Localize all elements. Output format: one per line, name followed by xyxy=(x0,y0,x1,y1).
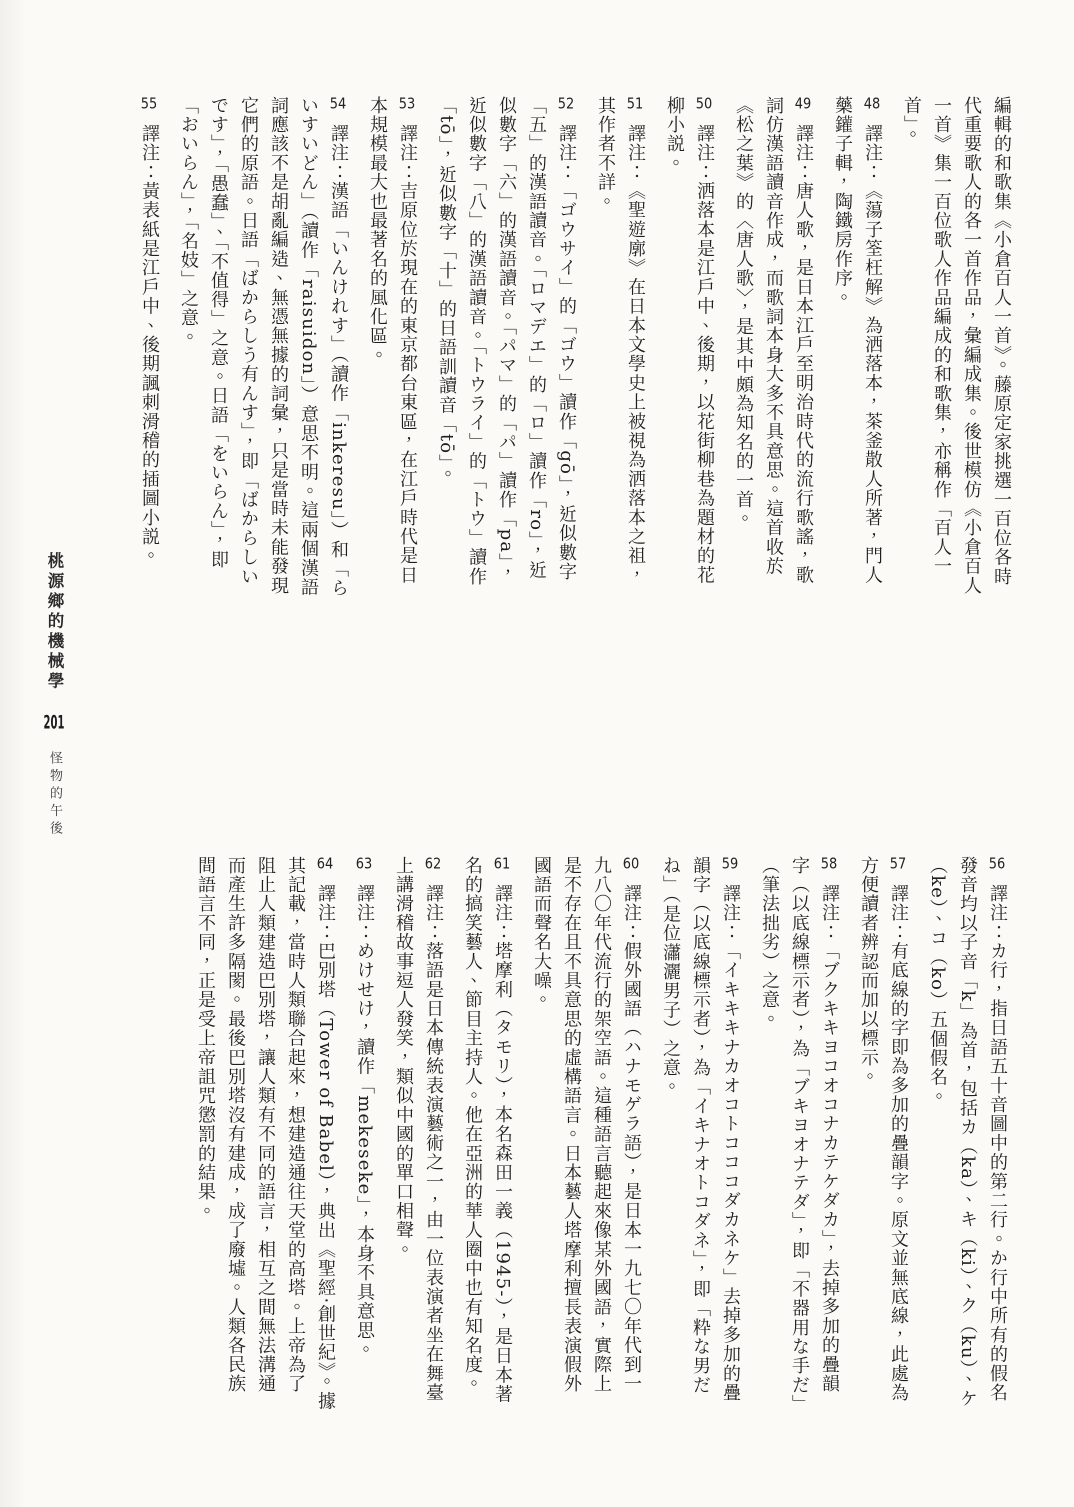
note-62-text: 譯注：落語是日本傳統表演藝術之一，由一位表演者坐在舞臺上講滑稽故事逗人發笑，類似中國的單口相聲。 xyxy=(393,856,444,1403)
note-55 xyxy=(134,96,164,598)
note-61-text: 譯注：塔摩利（タモリ），本名森田一義（1945-），是日本著名的搞笑藝人、節目主持人。他在亞洲的華人圈中也有知名度。 xyxy=(462,856,513,1404)
note-50-number: 50 xyxy=(695,96,713,111)
note-64-number: 64 xyxy=(316,856,334,871)
running-footer xyxy=(44,552,63,839)
note-47-continuation xyxy=(896,96,1016,598)
note-54-text: 譯注：漢語「いんけれす」（讀作「inkeresu」）和「らいすいどん」（讀作「raisuidon」）意思不明。這兩個漢語詞應該不是胡亂編造、無憑無據的詞彙，只是當時未能發現它們的原語。日語「ばからしう有んす」，即「ばからしいです」，「愚蠢」、「不值得」之意。日語「をいらん」，即「おいらん」，「名妓」之意。 xyxy=(178,96,349,598)
notes-band-bottom xyxy=(190,856,1012,1412)
note-63-number: 63 xyxy=(355,856,373,871)
note-53-text: 譯注：吉原位於現在的東京都台東區，在江戶時代是日本規模最大也最著名的風化區。 xyxy=(367,96,418,585)
note-52-number: 52 xyxy=(557,96,575,111)
note-48 xyxy=(827,96,887,598)
note-48-text: 譯注：《蕩子筌枉解》為洒落本，茶釜散人所著，門人藥鑵子輯，陶鐵房作序。 xyxy=(832,96,883,585)
note-61-number: 61 xyxy=(493,856,511,871)
note-56-number: 56 xyxy=(988,856,1006,871)
note-57-text: 譯注：有底線的字即為多加的疊韻字。原文並無底線，此處為方便讀者辨認而加以標示。 xyxy=(858,856,909,1403)
note-62 xyxy=(388,856,448,1412)
note-49-text: 譯注：唐人歌，是日本江戶至明治時代的流行歌謠，歌詞仿漢語讀音作成，而歌詞本身大多不具意思。這首收於《松之葉》的〈唐人歌〉，是其中頗為知名的一首。 xyxy=(733,96,814,585)
book-title: 桃源鄉的機械學 xyxy=(45,552,64,692)
note-58-number: 58 xyxy=(820,856,838,871)
note-61 xyxy=(457,856,517,1412)
note-51 xyxy=(590,96,650,598)
note-63-text: 譯注：めけせけ，讀作「mekeseke」，本身不具意思。 xyxy=(354,884,375,1360)
page-number: 201 xyxy=(43,713,65,733)
note-50-text: 譯注：洒落本是江戶中、後期，以花街柳巷為題材的花柳小説。 xyxy=(664,96,715,585)
note-51-text: 譯注：《聖遊廓》在日本文學史上被視為洒落本之祖，其作者不詳。 xyxy=(595,96,646,585)
note-53-number: 53 xyxy=(398,96,416,111)
note-54 xyxy=(173,96,353,598)
note-60-number: 60 xyxy=(622,856,640,871)
note-63 xyxy=(349,856,379,1412)
note-48-number: 48 xyxy=(863,96,881,111)
note-58-text: 譯注：「ブクキキヨコオコナカテケダカ」，去掉多加的疊韻字（以底線標示者），為「ブキヨオナテダ」，即「不器用な手だ」（筆法拙劣）之意。 xyxy=(759,856,840,1405)
note-59 xyxy=(655,856,745,1412)
note-56-text: 譯注：カ行，指日語五十音圖中的第二行。か行中所有的假名發音均以子音「k」為首，包括カ（ka）、キ（ki）、ク（ku）、ケ（ke）、コ（ko）五個假名。 xyxy=(927,856,1008,1409)
note-49-number: 49 xyxy=(794,96,812,111)
note-51-number: 51 xyxy=(626,96,644,111)
note-59-text: 譯注：「イキキキナカオコトコココダカネケ」去掉多加的疊韻字（以底線標示者），為「イキナオトコダネ」，即「粋な男だね」（是位瀟灑男子）之意。 xyxy=(660,856,741,1403)
note-49 xyxy=(728,96,818,598)
note-52 xyxy=(431,96,581,598)
note-57-number: 57 xyxy=(889,856,907,871)
note-55-text: 譯注：黃表紙是江戶中、後期諷刺滑稽的插圖小説。 xyxy=(139,124,160,566)
note-53 xyxy=(362,96,422,598)
note-64-text: 譯注：巴別塔（Tower of Babel），典出《聖經‧創世紀》。據其記載，當時人類聯合起來，想建造通往天堂的高塔。上帝為了阻止人類建造巴別塔，讓人類有不同的語言，相互之間無法溝通而產生許多隔閡。最後巴別塔沒有建成，成了廢墟。人類各民族間語言不同，正是受上帝詛咒懲罰的結果。 xyxy=(195,856,336,1411)
chapter-title: 怪物的午後 xyxy=(47,751,62,839)
note-64 xyxy=(190,856,340,1412)
note-58 xyxy=(754,856,844,1412)
note-54-number: 54 xyxy=(329,96,347,111)
note-62-number: 62 xyxy=(424,856,442,871)
note-57 xyxy=(853,856,913,1412)
note-55-number: 55 xyxy=(140,96,158,111)
note-60 xyxy=(526,856,646,1412)
note-50 xyxy=(659,96,719,598)
note-60-text: 譯注：假外國語（ハナモゲラ語），是日本一九七〇年代到一九八〇年代流行的架空語。這種語言聽起來像某外國語，實際上是不存在且不具意思的虛構語言。日本藝人塔摩利擅長表演假外國語而聲名大噪。 xyxy=(531,856,642,1394)
note-56 xyxy=(922,856,1012,1412)
notes-band-top xyxy=(134,96,1016,598)
note-59-number: 59 xyxy=(721,856,739,871)
note-52-text: 譯注：「ゴウサイ」的「ゴウ」讀作「gō」，近似數字「五」的漢語讀音。「ロマデエ」的「ロ」讀作「ro」，近似數字「六」的漢語讀音。「パマ」的「パ」讀作「pa」，近似數字「八」的漢語讀音。「トウライ」的「トウ」讀作「tō」，近似數字「十」的日語訓讀音「tō」。 xyxy=(436,96,577,587)
note-continuation-text: 編輯的和歌集《小倉百人一首》。藤原定家挑選一百位各時代重要歌人的各一首作品，彙編成集。後世模仿《小倉百人一首》集一百位歌人作品編成的和歌集，亦稱作「百人一首」。 xyxy=(901,96,1012,596)
